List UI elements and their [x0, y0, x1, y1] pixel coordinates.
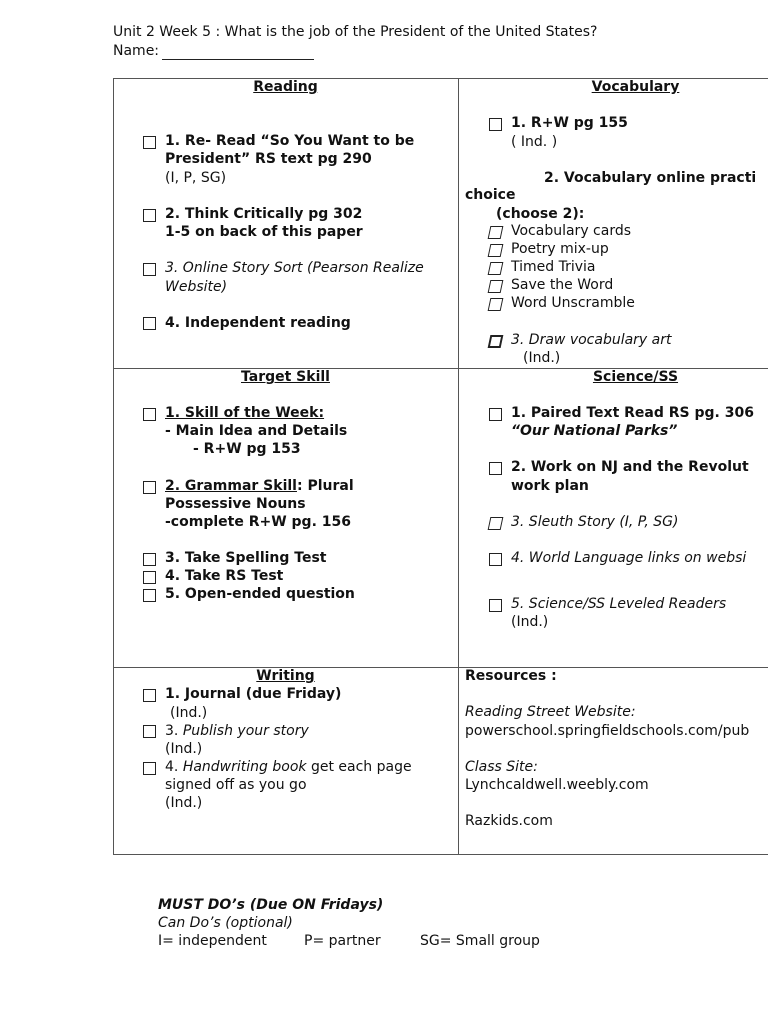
checkbox[interactable] [143, 725, 156, 738]
table-divider-column [458, 78, 459, 855]
checkbox[interactable] [488, 244, 504, 257]
checkbox[interactable] [488, 335, 504, 348]
checkbox[interactable] [143, 263, 156, 276]
can-do-label: Can Do’s (optional) [158, 915, 293, 931]
checkbox[interactable] [143, 553, 156, 566]
skill-item-3: 3. Take Spelling Test [165, 550, 327, 566]
writing-item-4: 4. Handwriting book get each page [165, 759, 412, 775]
checkbox[interactable] [489, 462, 502, 475]
checkbox[interactable] [488, 298, 504, 311]
vocab-item-1: 1. R+W pg 155 [511, 115, 628, 131]
vocab-item-2: 2. Vocabulary online practi [544, 170, 757, 186]
skill-item-2: 2. Grammar Skill: Plural [165, 478, 354, 494]
checkbox[interactable] [143, 689, 156, 702]
checkbox[interactable] [143, 481, 156, 494]
must-do-label: MUST DO’s (Due ON Fridays) [158, 897, 384, 913]
vocab-item-2-cont: choice [465, 187, 516, 203]
name-label: Name: [113, 43, 160, 59]
checkbox[interactable] [143, 408, 156, 421]
class-site-label: Class Site: [465, 759, 538, 775]
reading-street-url[interactable]: powerschool.springfieldschools.com/pub [465, 723, 750, 739]
writing-item-4-line2: signed off as you go [165, 777, 307, 793]
checkbox[interactable] [143, 136, 156, 149]
checkbox[interactable] [143, 209, 156, 222]
name-line[interactable] [162, 59, 314, 60]
reading-heading: Reading [253, 79, 318, 95]
writing-item-4-note: (Ind.) [165, 795, 203, 811]
checkbox[interactable] [489, 408, 502, 421]
table-border-bottom [113, 854, 768, 855]
checkbox[interactable] [143, 762, 156, 775]
science-item-2: 2. Work on NJ and the Revolut [511, 459, 749, 475]
class-site-url[interactable]: Lynchcaldwell.weebly.com [465, 777, 649, 793]
science-item-3: 3. Sleuth Story (I, P, SG) [511, 514, 679, 530]
reading-street-label: Reading Street Website: [465, 704, 636, 720]
checkbox[interactable] [489, 553, 502, 566]
checkbox[interactable] [143, 317, 156, 330]
resources-heading: Resources : [465, 668, 557, 684]
science-heading: Science/SS [592, 369, 679, 385]
skill-item-1-sub2: - R+W pg 153 [193, 441, 301, 457]
checkbox[interactable] [488, 517, 504, 530]
vocab-item-1-note: ( Ind. ) [511, 134, 558, 150]
checkbox[interactable] [489, 118, 502, 131]
key-small-group: SG= Small group [420, 933, 540, 949]
writing-item-1: 1. Journal (due Friday) [165, 686, 342, 702]
science-item-5-note: (Ind.) [511, 614, 549, 630]
vocab-choose: (choose 2): [496, 206, 585, 222]
science-item-5: 5. Science/SS Leveled Readers [511, 596, 727, 612]
checkbox[interactable] [488, 226, 504, 239]
writing-item-3-note: (Ind.) [165, 741, 203, 757]
writing-heading: Writing [256, 668, 315, 684]
checkbox[interactable] [488, 262, 504, 275]
skill-item-5: 5. Open-ended question [165, 586, 355, 602]
skill-item-2-line2: Possessive Nouns [165, 496, 306, 512]
key-partner: P= partner [304, 933, 381, 949]
target-skill-heading: Target Skill [241, 369, 330, 385]
razkids-url[interactable]: Razkids.com [465, 813, 553, 829]
science-item-2-cont: work plan [511, 478, 589, 494]
checkbox[interactable] [143, 589, 156, 602]
science-item-1: 1. Paired Text Read RS pg. 306 [511, 405, 754, 421]
vocab-item-3-note: (Ind.) [523, 350, 561, 366]
skill-item-1-sub1: - Main Idea and Details [165, 423, 348, 439]
writing-item-1-note: (Ind.) [170, 705, 208, 721]
writing-item-3: 3. Publish your story [165, 723, 309, 739]
checkbox[interactable] [143, 571, 156, 584]
science-item-4: 4. World Language links on websi [511, 550, 747, 566]
skill-item-1: 1. Skill of the Week: [165, 405, 325, 421]
page-title: Unit 2 Week 5 : What is the job of the President of the United States? [113, 24, 598, 40]
checkbox[interactable] [488, 280, 504, 293]
skill-item-2-line3: -complete R+W pg. 156 [165, 514, 351, 530]
table-border-left [113, 78, 114, 855]
skill-item-4: 4. Take RS Test [165, 568, 284, 584]
science-item-1-title: “Our National Parks” [511, 423, 678, 439]
vocabulary-heading: Vocabulary [591, 79, 680, 95]
vocab-item-3: 3. Draw vocabulary art [511, 332, 672, 348]
checkbox[interactable] [489, 599, 502, 612]
key-independent: I= independent [158, 933, 267, 949]
